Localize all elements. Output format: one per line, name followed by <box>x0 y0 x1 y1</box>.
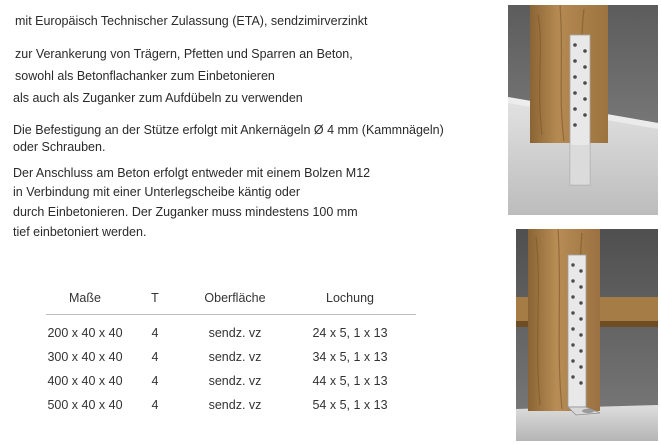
cell-masse: 200 x 40 x 40 <box>47 326 123 340</box>
cell-lochung: 24 x 5, 1 x 13 <box>312 326 388 340</box>
cell-oberflaeche: sendz. vz <box>208 374 262 388</box>
cell-oberflaeche: sendz. vz <box>208 350 262 364</box>
cell-t: 4 <box>151 326 159 340</box>
table-row <box>46 321 416 345</box>
intro-line-2: zur Verankerung von Trägern, Pfetten und Sparren an Beton, <box>15 47 353 61</box>
product-photo-embedded-anchor <box>508 5 658 215</box>
intro-line-1: mit Europäisch Technischer Zulassung (ETA), sendzimirverzinkt <box>15 14 368 28</box>
cell-t: 4 <box>151 398 159 412</box>
cell-oberflaeche: sendz. vz <box>208 326 262 340</box>
table-header-row <box>46 290 416 315</box>
cell-t: 4 <box>151 350 159 364</box>
column-header-lochung: Lochung <box>284 290 416 315</box>
cell-oberflaeche: sendz. vz <box>208 398 262 412</box>
befestigung-line-1: Die Befestigung an der Stütze erfolgt mit Ankernägeln Ø 4 mm (Kammnägeln) <box>13 123 444 137</box>
spec-table <box>46 290 416 417</box>
cell-masse: 300 x 40 x 40 <box>47 350 123 364</box>
cell-masse: 400 x 40 x 40 <box>47 374 123 388</box>
anschluss-line-2: in Verbindung mit einer Unterlegscheibe käntig oder <box>13 185 300 199</box>
cell-lochung: 54 x 5, 1 x 13 <box>312 398 388 412</box>
cell-masse: 500 x 40 x 40 <box>47 398 123 412</box>
product-photo-bolted-anchor <box>516 229 658 441</box>
cell-t: 4 <box>151 374 159 388</box>
cell-lochung: 34 x 5, 1 x 13 <box>312 350 388 364</box>
befestigung-line-2: oder Schrauben. <box>13 140 106 154</box>
anschluss-line-1: Der Anschluss am Beton erfolgt entweder mit einem Bolzen M12 <box>13 166 371 180</box>
cell-lochung: 44 x 5, 1 x 13 <box>312 374 388 388</box>
column-header-oberflaeche: Oberfläche <box>186 290 284 315</box>
table-row <box>46 369 416 393</box>
intro-line-3: sowohl als Betonflachanker zum Einbetonieren <box>15 69 275 83</box>
anschluss-line-3: durch Einbetonieren. Der Zuganker muss mindestens 100 mm <box>13 205 358 219</box>
intro-line-4: als auch als Zuganker zum Aufdübeln zu verwenden <box>13 91 303 105</box>
table-row <box>46 393 416 417</box>
column-header-masse: Maße <box>46 290 124 315</box>
table-row <box>46 345 416 369</box>
anschluss-line-4: tief einbetoniert werden. <box>13 225 147 239</box>
column-header-t: T <box>124 290 186 315</box>
